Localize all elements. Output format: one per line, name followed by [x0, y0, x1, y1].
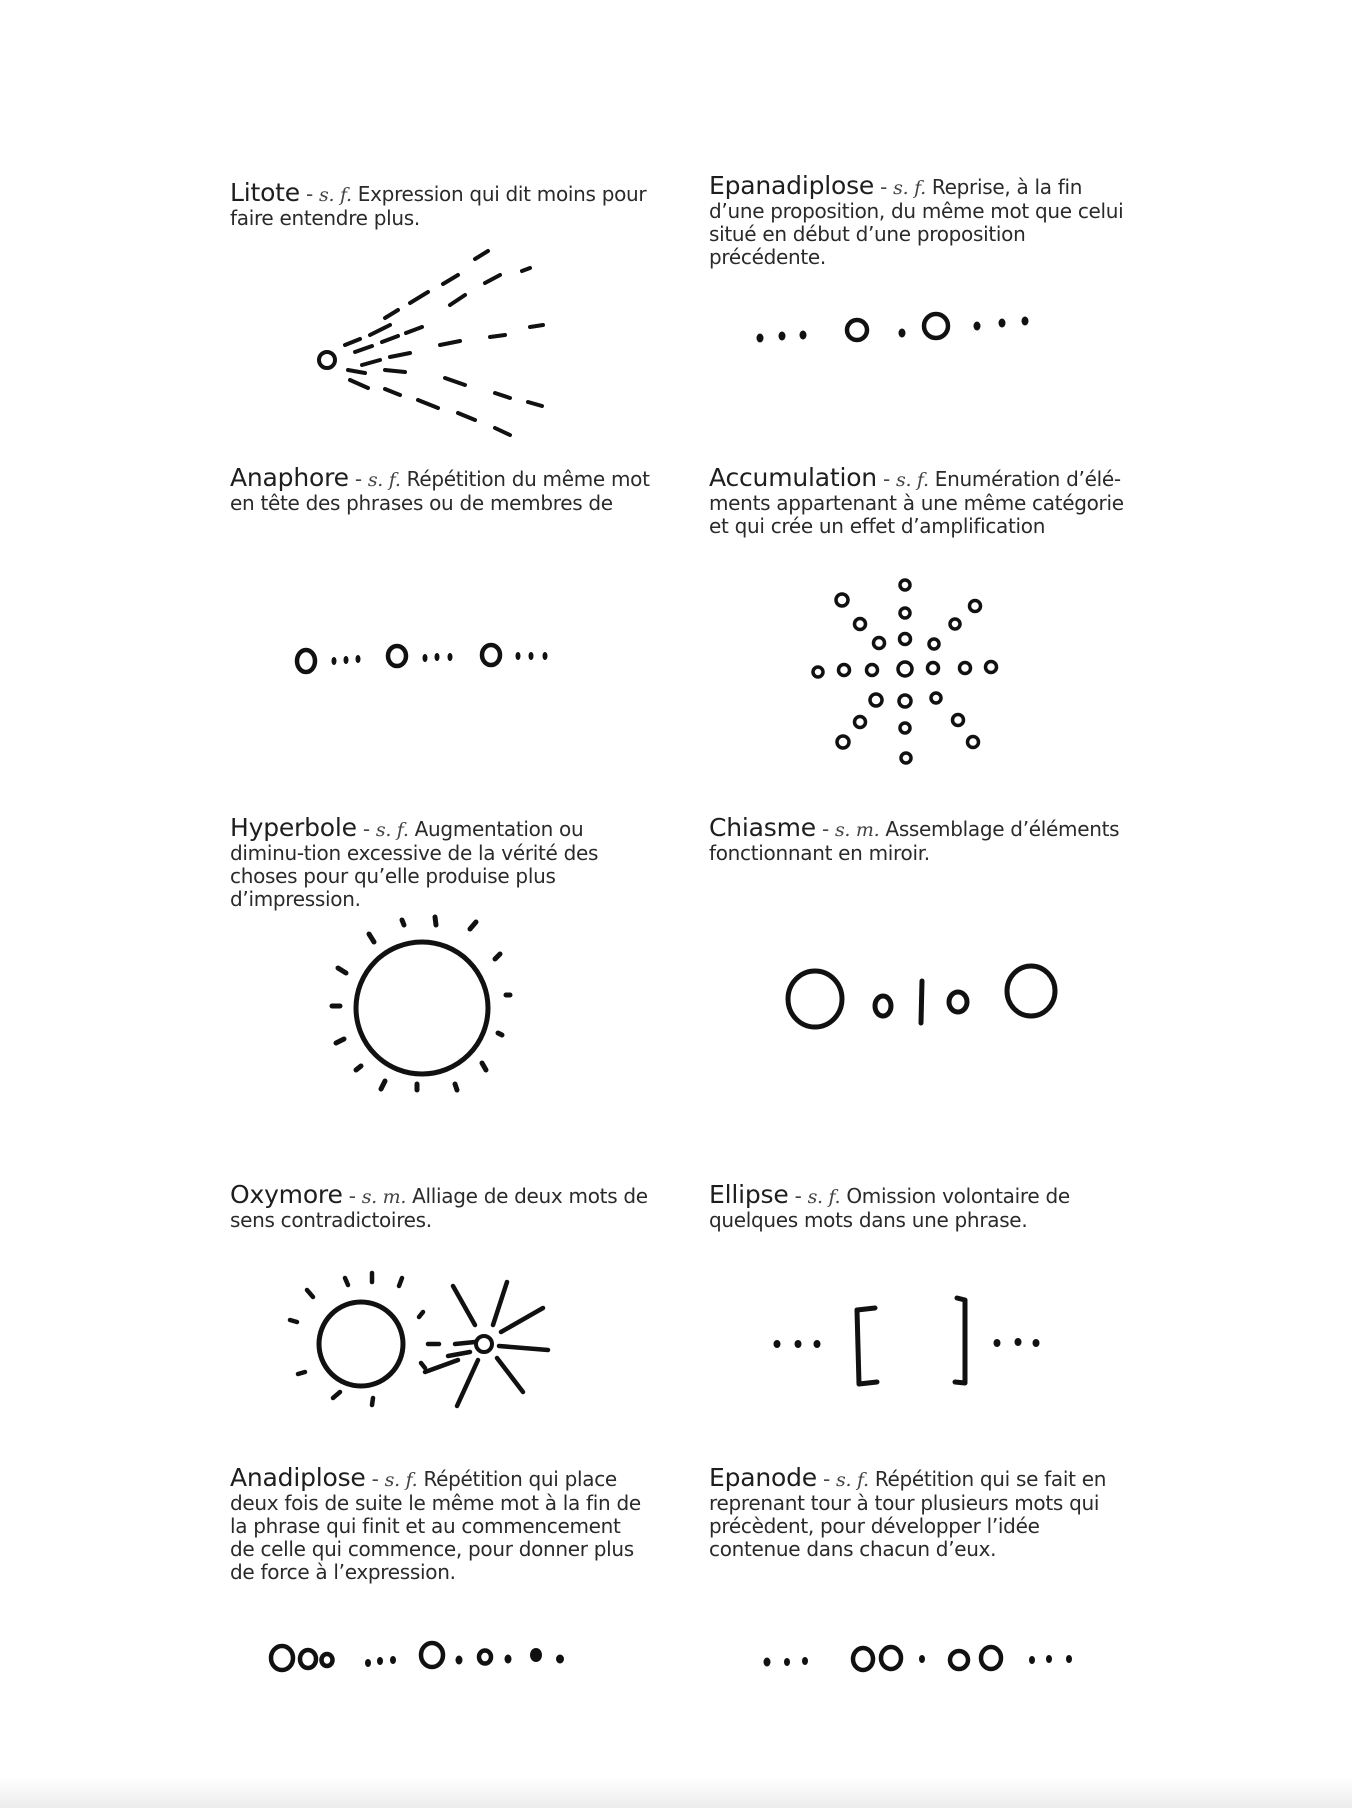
entry-text: Anadiplose - s. f. Répétition qui place deux fois de suite le même mot à la fin de la phrase qui finit et au commencement de celle qui commence, pour donner plus de force à l’expression.: [230, 1463, 641, 1584]
grammar-tag: s. f.: [893, 177, 926, 199]
grammar-tag: s. f.: [896, 469, 929, 491]
entry-term: Oxymore: [230, 1180, 343, 1209]
epanadiplose-illustration: [745, 305, 1045, 345]
entry-definition: Omission volontaire de quelques mots dans une phrase.: [709, 1184, 1070, 1232]
accumulation-svg: [800, 570, 1010, 770]
entry-anaphore: [230, 463, 650, 515]
oxymore-illustration: [285, 1270, 555, 1420]
entry-chiasme: [709, 813, 1129, 865]
entry-term: Epanadiplose: [709, 171, 875, 200]
entry-text: Anaphore - s. f. Répétition du même mot en tête des phrases ou de membres de: [230, 463, 650, 515]
entry-accumulation: [709, 463, 1129, 538]
entry-definition: Augmentation ou diminu-tion excessive de la vérité des choses pour qu’elle produise plus d’impression.: [230, 817, 599, 911]
epanode-svg: [755, 1635, 1085, 1680]
grammar-tag: s. m.: [834, 819, 880, 841]
entry-epanadiplose: [709, 171, 1129, 269]
entry-text: Chiasme - s. m. Assemblage d’éléments fonctionnant en miroir.: [709, 813, 1120, 865]
entry-text: Litote - s. f. Expression qui dit moins pour faire entendre plus.: [230, 178, 647, 230]
epanadiplose-svg: [745, 305, 1045, 345]
entry-text: Hyperbole - s. f. Augmentation ou diminu-tion excessive de la vérité des choses pour qu’elle produise plus d’impression.: [230, 813, 599, 911]
chiasme-illustration: [780, 955, 1060, 1035]
entry-term: Anadiplose: [230, 1463, 366, 1492]
page-bottom-edge: [0, 1778, 1352, 1808]
entry-text: Accumulation - s. f. Enumération d’élé-ments appartenant à une même catégorie et qui crée un effet d’amplification: [709, 463, 1124, 538]
anadiplose-illustration: [260, 1630, 570, 1680]
entry-definition: Répétition qui place deux fois de suite le même mot à la fin de la phrase qui finit et au commencement de celle qui commence, pour donner plus de force à l’expression.: [230, 1467, 641, 1584]
entry-litote: [230, 178, 650, 230]
entry-definition: Répétition qui se fait en reprenant tour à tour plusieurs mots qui précèdent, pour développer l’idée contenue dans chacun d’eux.: [709, 1467, 1107, 1561]
entry-definition: Enumération d’élé-ments appartenant à une même catégorie et qui crée un effet d’amplification: [709, 467, 1124, 538]
litote-svg: [300, 245, 560, 445]
oxymore-svg: [285, 1270, 555, 1420]
hyperbole-illustration: [320, 905, 520, 1105]
entry-text: Epanadiplose - s. f. Reprise, à la fin d’une proposition, du même mot que celui situé en début d’une proposition précédente.: [709, 171, 1124, 269]
epanode-illustration: [755, 1635, 1085, 1680]
entry-definition: Reprise, à la fin d’une proposition, du même mot que celui situé en début d’une proposition précédente.: [709, 175, 1124, 269]
hyperbole-svg: [320, 905, 520, 1105]
entry-definition: Assemblage d’éléments fonctionnant en miroir.: [709, 817, 1120, 865]
ellipse-svg: [765, 1292, 1065, 1392]
entry-term: Epanode: [709, 1463, 817, 1492]
anaphore-svg: [285, 630, 575, 680]
grammar-tag: s. f.: [367, 469, 401, 491]
chiasme-svg: [780, 955, 1060, 1035]
entry-text: Oxymore - s. m. Alliage de deux mots de sens contradictoires.: [230, 1180, 648, 1232]
grammar-tag: s. f.: [319, 184, 352, 206]
entry-term: Anaphore: [230, 463, 349, 492]
entry-definition: Alliage de deux mots de sens contradictoires.: [230, 1184, 648, 1232]
entry-definition: Expression qui dit moins pour faire entendre plus.: [230, 182, 647, 230]
entry-oxymore: [230, 1180, 650, 1232]
entry-hyperbole: [230, 813, 650, 911]
entry-term: Litote: [230, 178, 300, 207]
entry-term: Accumulation: [709, 463, 877, 492]
entry-term: Hyperbole: [230, 813, 357, 842]
entry-definition: Répétition du même mot en tête des phrases ou de membres de: [230, 467, 650, 515]
entry-term: Chiasme: [709, 813, 816, 842]
grammar-tag: s. f.: [375, 819, 409, 841]
grammar-tag: s. f.: [807, 1186, 841, 1208]
entry-epanode: [709, 1463, 1129, 1561]
grammar-tag: s. m.: [361, 1186, 407, 1208]
entry-term: Ellipse: [709, 1180, 789, 1209]
entry-anadiplose: [230, 1463, 650, 1584]
anadiplose-svg: [260, 1630, 570, 1680]
entry-text: Epanode - s. f. Répétition qui se fait en reprenant tour à tour plusieurs mots qui précèdent, pour développer l’idée contenue dans chacun d’eux.: [709, 1463, 1107, 1561]
ellipse-illustration: [765, 1292, 1065, 1392]
accumulation-illustration: [800, 570, 1010, 770]
entry-ellipse: [709, 1180, 1129, 1232]
entry-text: Ellipse - s. f. Omission volontaire de quelques mots dans une phrase.: [709, 1180, 1070, 1232]
anaphore-illustration: [285, 630, 575, 680]
grammar-tag: s. f.: [384, 1469, 418, 1491]
grammar-tag: s. f.: [836, 1469, 869, 1491]
litote-illustration: [300, 245, 560, 445]
